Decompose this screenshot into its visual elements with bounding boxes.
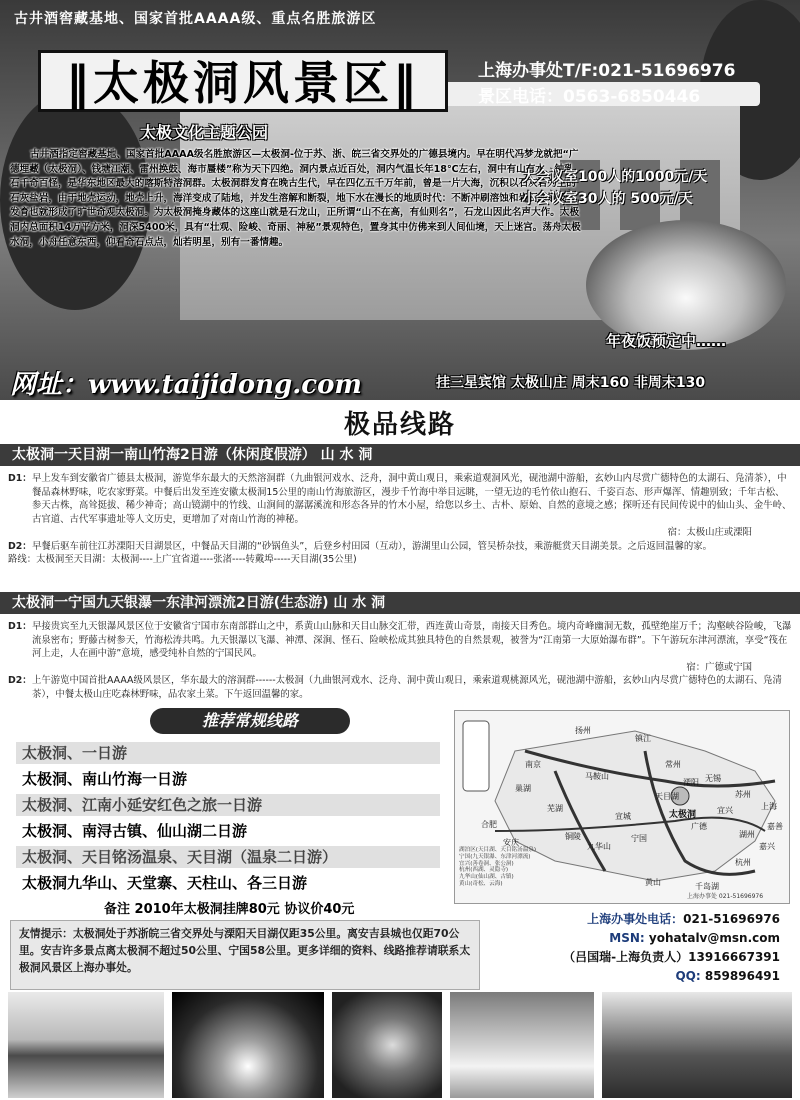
map-city-label: 巢湖 [515, 784, 531, 793]
map-city-label: 天目湖 [655, 792, 679, 801]
recommended-route-item: 太极洞、南浔古镇、仙山湖二日游 [16, 820, 440, 842]
photo-cave-boat [172, 992, 324, 1098]
new-year-dinner-notice: 年夜饭预定中…… [606, 332, 727, 350]
map-city-label: 扬州 [575, 726, 591, 735]
map-city-label: 马鞍山 [585, 772, 609, 781]
map-city-label: 常州 [665, 760, 681, 769]
photo-dining-hall [450, 992, 594, 1098]
route1-road: 路线：太极洞至天目湖：太极洞----上广宜省道----张渚----转戴埠-----天目湖(35公里) [8, 554, 357, 565]
qq-row [480, 967, 780, 986]
map-city-label: 合肥 [481, 820, 497, 829]
route2-itinerary [8, 620, 792, 701]
office-phone-row [480, 910, 780, 929]
office-phone-header: 上海办事处T/F:021-51696976 [478, 61, 736, 81]
map-city-label: 芜湖 [547, 804, 563, 813]
qq-number[interactable]: 859896491 [704, 969, 780, 983]
map-legend-line: 杭州(西湖、灵隐寺) [459, 867, 509, 874]
map-legend-box [463, 721, 489, 791]
office-phone-label: 上海办事处电话： [587, 912, 684, 926]
contact-block [480, 910, 780, 986]
tips-more: 更多详细的资料、线路推荐请联系太极洞风景区上海办事处。 [19, 944, 471, 974]
recommended-route-item: 太极洞、南山竹海一日游 [16, 768, 440, 790]
route2-title-bar: 太极洞一宁国九天银瀑一东津河漂流2日游(生态游) 山 水 洞 [0, 592, 800, 614]
route2-day1-stay: 宿：广德或宁国 [686, 661, 752, 673]
day-label: D1： [8, 473, 32, 484]
hotel-price-line: 挂三星宾馆 太极山庄 周末160 非周末130 [436, 375, 706, 391]
map-legend-line: 九华山(仙山湖、古镇) [459, 874, 514, 881]
tagline: 古井酒窖藏基地、国家首批AAAA级、重点名胜旅游区 [14, 11, 377, 27]
map-city-label: 嘉善 [767, 822, 783, 831]
tips-text: 太极洞处于苏浙皖三省交界处与溧阳天目湖仅距35公里。离安吉县城也仅距70公里。安吉许多景点离太极洞不超过50公里、宁国58公里。 [19, 927, 460, 957]
day-text: 早接贵宾至九天银瀑风景区位于安徽省宁国市东南部群山之中，系黄山山脉和天目山脉交汇带，西连黄山奇景，南接天目秀色。境内奇峰幽洞无数，孤壁绝崖万千；沟壑峡谷险峻，飞瀑流泉密布；野藤古树参天，竹海松涛共鸣。九天银瀑以飞瀑、神潭、深涧、怪石、险峡松成其独具特色的自然景观，被誉为“江南第一大原始瀑布群”。下午游玩东津河漂流，享受“筏在河上走，人在画中游”意境，感受纯朴自然的宁国民风。 [32, 621, 792, 659]
map-city-label: 溧阳 [683, 778, 699, 787]
meeting-small-price: 小会议室30人的 500元/天 [522, 191, 693, 207]
website-url[interactable]: 网址：www.taijidong.com [10, 370, 362, 400]
tips-prefix: 友情提示： [19, 927, 73, 940]
map-city-label: 千岛湖 [695, 882, 719, 891]
map-city-label: 苏州 [735, 790, 751, 799]
recommended-route-item: 太极洞、天目铭汤温泉、天目湖（温泉二日游） [16, 846, 440, 868]
scenic-phone-header: 景区电话：0563-6850446 [478, 87, 701, 107]
map-city-label: 九华山 [587, 842, 611, 851]
route1-itinerary [8, 472, 792, 567]
msn-address[interactable]: yohatalv@msn.com [648, 931, 780, 945]
recommended-route-item: 太极洞、江南小延安红色之旅一日游 [16, 794, 440, 816]
friendly-tips-box [10, 920, 480, 990]
ticket-price-note: 备注 2010年太极洞挂牌80元 协议价40元 [104, 902, 355, 917]
map-office-note: 上海办事处 021-51696976 [687, 893, 764, 900]
map-legend-line: 黄山(奇松、云海) [459, 880, 503, 887]
intro-paragraph: 古井酒指定窖藏基地、国家首批AAAA级名胜旅游区—太极洞-位于苏、浙、皖三省交界处的广德县境内。早在明代冯梦龙就把“广德埋藏（太极洞）、钱塘江潮、雷州换鼓、海市蜃楼”称为天下四绝。洞内景点近百处，洞内气温长年18℃左右，洞中有山有水，钟乳石千奇百怪，是华东地区最大的喀斯特溶洞群。太极洞群发育在晚古生代，早在四亿五千万年前，曾是一片大海，沉积以石灰岩为主的石灰盐岩，由于地壳运动，地壳上升，海洋变成了陆地，并发生溶解和断裂，地下水在漫长的地质时代：不断冲刷溶蚀和岩石崩塌及再发育也就形成了旷世奇观太极洞。为太极洞掩身藏体的这座山就是石龙山，正所谓“山不在高，有仙则名”，石龙山因此名声大作。太极洞内总面积14万平方米，洞深5400米，具有“壮观、险峻、奇丽、神秘”景观特色，置身其中仿佛来到人间仙境，天上迷宫。荡舟太极水洞，小舟任意东西，仰看奇石点点，灿若明星，别有一番情趣。 [10, 149, 581, 248]
premium-routes-heading: 极品线路 [343, 410, 456, 440]
recommended-routes-heading: 推荐常规线路 [150, 708, 350, 734]
photo-cave-entrance [602, 992, 792, 1098]
region-map [454, 710, 790, 904]
map-legend-line: 宁国(九天银瀑、东津河漂流) [459, 853, 531, 860]
day-text: 上午游览中国首批AAAA级风景区，华东最大的溶洞群------太极洞（九曲银河戏水、泛舟、洞中黄山观日，乘索道观桃源风光，砚池湖中游船，玄妙山内尽赏广德特色的太湖石、凫清茶），中餐太极山庄吃森林野味，品农家土菜。下午返回温馨的家。 [32, 675, 782, 700]
map-city-label: 广德 [691, 822, 707, 831]
day-label: D1： [8, 621, 32, 632]
route1-day2 [8, 540, 792, 554]
photo-cave-stalactite [332, 992, 442, 1098]
map-city-label: 宣城 [615, 812, 631, 821]
day-label: D2： [8, 675, 32, 686]
scenic-area-title: ‖太极洞风景区‖ [38, 50, 448, 112]
map-city-label: 宁国 [631, 834, 647, 843]
map-city-label: 南京 [525, 760, 541, 769]
route1-day1-stay: 宿：太极山庄或溧阳 [667, 527, 752, 538]
day-text: 早上发车到安徽省广德县太极洞，游览华东最大的天然溶洞群（九曲银河戏水、泛舟，洞中黄山观日，乘索道观洞风光，砚池湖中游船，玄妙山内尽赏广德特色的太湖石、凫清茶），中餐品森林野味，吃农家野菜。中餐后出发至连安徽太极洞15公里的南山竹海旅游区，漫步千竹海中举目远眺，一望无边的毛竹依山抱石、千姿百态、形声爆浑、情趣别致；千年古松、参天古株，高耸挺拔、稀少神奇；高山镜湖中的竹线、山涧间的潺潺溪流和形态各异的竹木小屋，给您以乡土、古朴、原始、自然的意境之感；探听还有民间传说中的仙山头、金牛岭、古官道、古代军事遗址等人文历史，更增加了对南山竹海的神秘。 [32, 473, 792, 525]
meeting-large-price: 大会议室100人的1000元/天 [522, 169, 708, 185]
map-city-label: 镇江 [635, 734, 651, 743]
map-city-label: 黄山 [645, 878, 661, 887]
msn-label: MSN: [609, 931, 645, 945]
day-label: D2： [8, 540, 32, 552]
recommended-route-item: 太极洞、一日游 [16, 742, 440, 764]
map-city-label: 铜陵 [565, 832, 581, 841]
recommended-route-item: 太极洞九华山、天堂寨、天柱山、各三日游 [16, 872, 440, 894]
map-city-label: 无锡 [705, 774, 721, 783]
map-city-label: 湖州 [739, 830, 755, 839]
theme-park-subtitle: 太极文化主题公园 [140, 123, 269, 142]
map-city-label: 杭州 [735, 858, 751, 867]
map-city-label: 上海 [761, 802, 777, 811]
route2-day2 [8, 674, 792, 701]
route2-day1 [8, 620, 792, 661]
map-city-label: 安庆 [503, 838, 519, 847]
map-city-label: 太极洞 [669, 810, 697, 820]
day-text: 早餐后驱车前往江苏溧阳天目湖景区，中餐品天目湖的“砂锅鱼头”，后登乡村田园（互动），游湖里山公园，管吴桥杂技，乘游艇赏天目湖美景。之后返回温馨的家。 [32, 540, 713, 552]
qq-label: QQ: [675, 969, 701, 983]
office-phone-number[interactable]: 021-51696976 [683, 912, 780, 926]
route1-day1 [8, 472, 792, 526]
map-legend-text [459, 847, 609, 888]
msn-row [480, 929, 780, 948]
manager-row[interactable]: （吕国瑞-上海负责人）13916667391 [563, 950, 780, 964]
map-city-label: 嘉兴 [759, 842, 775, 851]
route1-title-bar: 太极洞一天目湖一南山竹海2日游（休闲度假游） 山 水 洞 [0, 444, 800, 466]
map-legend-line: 宜兴(善卷洞、张公洞) [459, 860, 514, 867]
map-legend-line: 湖泊区(天目湖、天目铭汤温泉) [459, 847, 537, 853]
hero-banner [0, 0, 800, 400]
photo-water-bridge [8, 992, 164, 1098]
map-city-label: 宜兴 [717, 806, 733, 815]
meeting-room-prices [522, 166, 792, 210]
